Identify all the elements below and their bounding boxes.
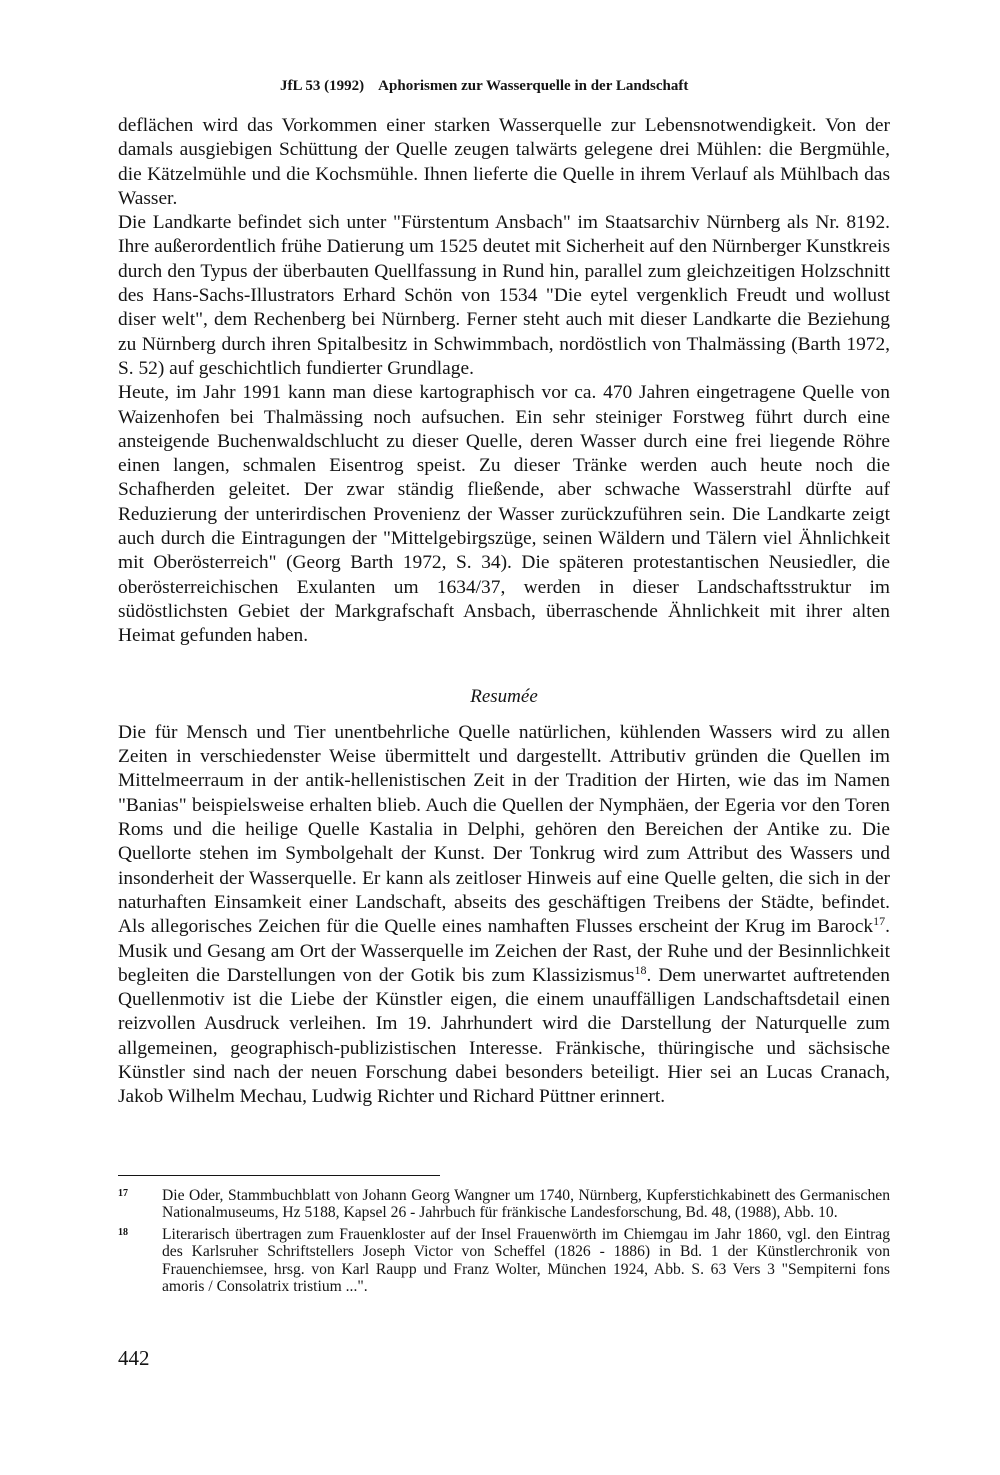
resumee-text-part: . Dem unerwartet auftretenden Quellenmotiv ist die Liebe der Künstler eigen, die einem unauffälligen Landschaftsdetail einen reizvollen Ausdruck verleihen. Im 19. Jahrhundert wird die Darstellung der Naturquelle zum allgemeinen, geographisch-publizistischen Interesse. Fränkische, thüringische und sächsische Künstler sind nach der neuen Forschung dabei besonders beteiligt. Hier sei an Lucas Cranach, Jakob Wilhelm Mechau, Ludwig Richter und Richard Püttner erinnert. — [118, 964, 890, 1108]
resumee-paragraph — [118, 721, 890, 1110]
resumee-text-part: . Musik und Gesang am Ort der Wasserquelle im Zeichen der Rast, der Ruhe und der Besinnlichkeit begleiten die Darstellungen von der Gotik bis zum Klassizismus — [118, 916, 890, 986]
body-paragraph: deflächen wird das Vorkommen einer starken Wasserquelle zur Lebensnotwendigkeit. Von der damals ausgiebigen Schüttung der Quelle zeugen talwärts gelegene drei Mühlen: die Bergmühle, die Kätzelmühle und die Kochsmühle. Ihnen lieferte die Quelle in ihrem Verlauf als Mühlbach das Wasser. — [118, 115, 890, 209]
footnote-text: Literarisch übertragen zum Frauenkloster auf der Insel Frauenwörth im Chiemgau im Jahr 1860, vgl. den Eintrag des Karlsruher Schriftstellers Joseph Victor von Scheffel (1826 - 1886) in Bd. 1 der Künstlerchronik von Frauenchiemsee, hrsg. von Karl Raupp und Franz Wolter, München 1924, Abb. S. 63 Vers 3 "Sempiterni fons amoris / Consolatrix tristium ...". — [162, 1225, 890, 1296]
running-head — [280, 78, 688, 95]
footnote-mark: 17 — [118, 1188, 128, 1199]
footnote-reference[interactable]: 18 — [634, 962, 647, 977]
footnote-mark: 18 — [118, 1226, 128, 1238]
page-number: 442 — [118, 1346, 150, 1370]
body-paragraph: Heute, im Jahr 1991 kann man diese kartographisch vor ca. 470 Jahren eingetragene Quelle von Waizenhofen bei Thalmässing noch aufsuchen. Ein sehr steiniger Forstweg führt durch eine ansteigende Buchenwaldschlucht zu dieser Quelle, deren Wasser durch eine frei liegende Röhre einen langen, schmalen Eisentrog speist. Zu dieser Tränke werden auch heute noch die Schafherden geleitet. Der zwar ständig fließende, aber schwache Wasserstrahl dürfte auf Reduzierung der unterirdischen Provenienz der Wasser zurückzuführen sein. Die Landkarte zeigt auch durch die Eintragungen der "Mittelgebirgszüge, seinen Wäldern und Tälern viel Ähnlichkeit mit Oberösterreich" (Georg Barth 1972, S. 34). Die späteren protestantischen Neusiedler, die oberösterreichischen Exulanten um 1634/37, werden in dieser Landschaftsstruktur im südöstlichsten Gebiet der Markgrafschaft Ansbach, überraschende Ähnlichkeit mit ihrer alten Heimat gefunden haben. — [118, 382, 890, 647]
running-head-journal: JfL 53 (1992) — [280, 78, 365, 94]
running-head-title: Aphorismen zur Wasserquelle in der Landschaft — [378, 78, 689, 94]
footnote-reference[interactable]: 17 — [873, 914, 886, 929]
footnotes — [118, 1187, 890, 1299]
section-heading: Resumée — [470, 685, 538, 707]
resumee-text-part: Die für Mensch und Tier unentbehrliche Quelle natürlichen, kühlenden Wassers wird zu allen Zeiten in verschiedenster Weise übermittelt und dargestellt. Attributiv gründen die Quellen im Mittelmeerraum in der antik-hellenistischen Zeit in der Tradition der Hirten, wie das im Namen "Banias" beispielsweise erhalten blieb. Auch die Quellen der Nymphäen, der Egeria vor den Toren Roms und die heilige Quelle Kastalia in Delphi, gehören den Bereichen der Antike zu. Die Quellorte stehen im Symbolgehalt der Kunst. Der Tonkrug wird zum Attribut des Wassers und insonderheit der Wasserquelle. Er kann als zeitloser Hinweis auf eine Quelle gelten, die sich in der naturhaften Einsamkeit einer Landschaft, abseits des geschäftigen Treibens der Städte, befindet. Als allegorisches Zeichen für die Quelle eines namhaften Flusses erscheint der Krug im Barock — [118, 721, 890, 938]
body-text — [118, 114, 890, 1110]
footnote-text: Die Oder, Stammbuchblatt von Johann Georg Wangner um 1740, Nürnberg, Kupferstichkabinett des Germanischen Nationalmuseums, Hz 5188, Kapsel 26 - Jahrbuch für fränkische Landesforschung, Bd. 48, (1988), Abb. 10. — [162, 1187, 890, 1222]
footnote — [118, 1187, 890, 1222]
footnote-separator — [118, 1175, 440, 1176]
body-paragraph: Die Landkarte befindet sich unter "Fürstentum Ansbach" im Staatsarchiv Nürnberg als Nr. 8192. Ihre außerordentlich frühe Datierung um 1525 deutet mit Sicherheit auf den Nürnberger Kunstkreis durch den Typus der überbauten Quellfassung in Rund hin, parallel zum gleichzeitigen Holzschnitt des Hans-Sachs-Illustrators Erhard Schön von 1534 "Die eytel vergenklich Freudt und wollust diser welt", dem Rechenberg bei Nürnberg. Ferner steht auch mit dieser Landkarte die Beziehung zu Nürnberg durch ihren Spitalbesitz in Schwimmbach, nordöstlich von Thalmässing (Barth 1972, S. 52) auf geschichtlich fundierter Grundlage. — [118, 212, 890, 379]
footnote — [118, 1226, 890, 1296]
